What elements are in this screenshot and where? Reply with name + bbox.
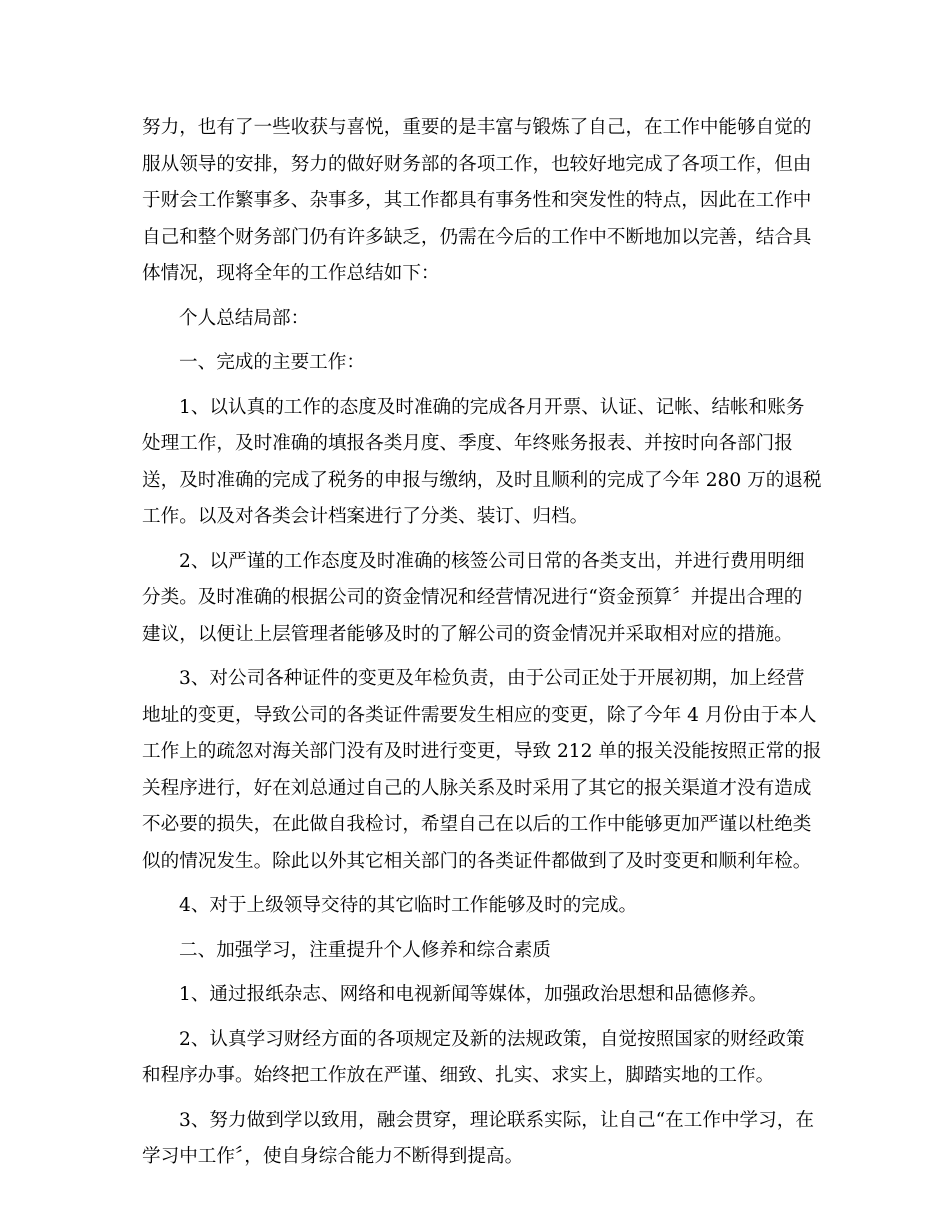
- text-line: 1、以认真的工作的态度及时准确的完成各月开票、认证、记帐、结帐和账务: [179, 396, 805, 418]
- text-line: 工作上的疏忽对海关部门没有及时进行变更，导致 212 单的报关没能按照正常的报: [142, 741, 822, 762]
- paragraph-item-2: [142, 544, 810, 654]
- paragraph-item-1: [142, 390, 822, 536]
- text-line: 自己和整个财务部门仍有许多缺乏，仍需在今后的工作中不断地加以完善，结合具: [142, 226, 812, 248]
- text-line: 于财会工作繁事多、杂事多，其工作都具有事务性和突发性的特点，因此在工作中: [142, 190, 812, 211]
- text-line: 分类。及时准确的根据公司的资金情况和经营情况进行“资金预算〞并提出合理的: [142, 587, 803, 608]
- paragraph-item-4: [142, 888, 810, 925]
- text-line: 似的情况发生。除此以外其它相关部门的各类证件都做到了及时变更和顺利年检。: [142, 850, 812, 872]
- text-line: 处理工作，及时准确的填报各类月度、季度、年终账务报表、并按时向各部门报: [142, 433, 793, 454]
- text-line: 工作。以及对各类会计档案进行了分类、装订、归档。: [142, 506, 589, 527]
- text-line: 服从领导的安排，努力的做好财务部的各项工作，也较好地完成了各项工作，但由: [142, 153, 812, 175]
- paragraph-study-1: [142, 977, 810, 1014]
- text-line: 2、以严谨的工作态度及时准确的核签公司日常的各类支出，并进行费用明细: [179, 550, 805, 572]
- text-line: 和程序办事。始终把工作放在严谨、细致、扎实、求实上，脚踏实地的工作。: [142, 1065, 775, 1086]
- text-line: 一、完成的主要工作：: [179, 352, 365, 373]
- text-line: 二、加强学习，注重提升个人修养和综合素质: [179, 939, 551, 961]
- section-heading-study: [142, 933, 810, 970]
- document-body: [142, 110, 822, 1184]
- paragraph-study-2: [142, 1022, 810, 1095]
- text-line: 个人总结局部：: [179, 307, 310, 329]
- text-line: 1、通过报纸杂志、网络和电视新闻等媒体，加强政治思想和品德修养。: [179, 984, 768, 1005]
- text-line: 学习中工作〞，使自身综合能力不断得到提高。: [142, 1146, 524, 1167]
- text-line: 关程序进行，好在刘总通过自己的人脉关系及时采用了其它的报关渠道才没有造成: [142, 777, 812, 799]
- text-line: 不必要的损失，在此做自我检讨，希望自己在以后的工作中能够更加严谨以杜绝类: [142, 814, 812, 835]
- paragraph-personal-summary: [142, 301, 810, 338]
- section-heading-main-work: [142, 345, 810, 382]
- text-line: 2、认真学习财经方面的各项规定及新的法规政策，自觉按照国家的财经政策: [179, 1028, 805, 1050]
- text-line: 建议，以便让上层管理者能够及时的了解公司的资金情况并采取相对应的措施。: [142, 623, 793, 645]
- paragraph-item-3: [142, 661, 822, 880]
- text-line: 体情况，现将全年的工作总结如下：: [142, 263, 440, 284]
- text-line: 3、努力做到学以致用，融会贯穿，理论联系实际，让自己“在工作中学习，在: [179, 1109, 814, 1131]
- text-line: 努力，也有了一些收获与喜悦，重要的是丰富与锻炼了自己，在工作中能够自觉的: [142, 117, 812, 138]
- text-line: 4、对于上级领导交待的其它临时工作能够及时的完成。: [179, 895, 638, 916]
- paragraph-intro: [142, 110, 810, 293]
- text-line: 送，及时准确的完成了税务的申报与缴纳，及时且顺利的完成了今年 280 万的退税: [142, 469, 822, 491]
- text-line: 地址的变更，导致公司的各类证件需要发生相应的变更，除了今年 4 月份由于本人: [142, 704, 817, 726]
- paragraph-study-3: [142, 1103, 814, 1176]
- text-line: 3、对公司各种证件的变更及年检负责，由于公司正处于开展初期，加上经营: [179, 668, 805, 689]
